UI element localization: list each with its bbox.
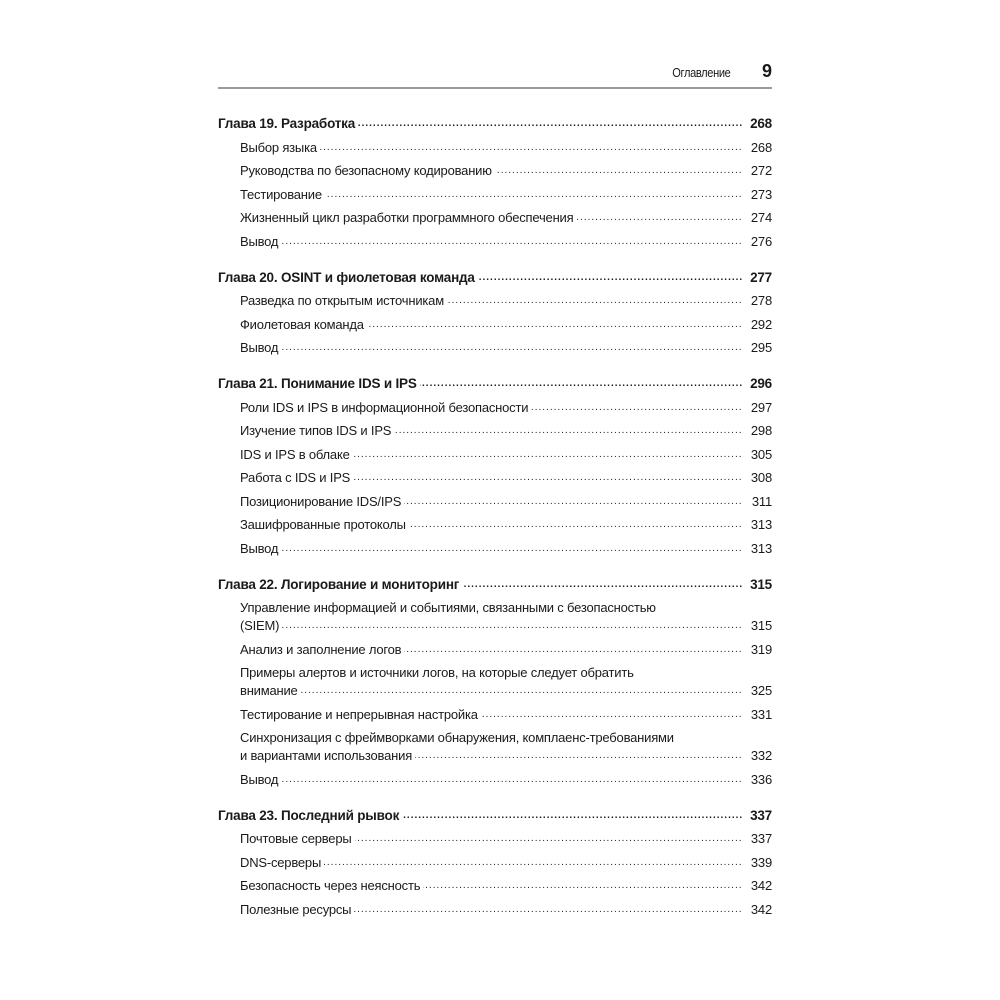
entry-title: Выбор языка <box>240 140 320 155</box>
entry-title: Вывод <box>240 541 281 556</box>
toc-chapter[interactable] <box>218 807 772 825</box>
entry-title: IDS и IPS в облаке <box>240 447 353 462</box>
toc-item[interactable] <box>240 399 772 417</box>
toc-chapter[interactable] <box>218 269 772 287</box>
table-of-contents <box>218 115 772 919</box>
entry-page: 336 <box>750 771 772 787</box>
toc-item[interactable] <box>240 830 772 848</box>
entry-title: Почтовые серверы <box>240 831 355 846</box>
toc-item[interactable] <box>240 186 772 204</box>
toc-item[interactable] <box>240 493 772 511</box>
toc-item[interactable] <box>240 292 772 310</box>
toc-item[interactable] <box>240 540 772 558</box>
toc-item[interactable] <box>240 469 772 487</box>
entry-title: Позиционирование IDS/IPS <box>240 494 404 509</box>
page-number: 9 <box>761 61 772 81</box>
entry-title: Изучение типов IDS и IPS <box>240 423 394 438</box>
toc-item[interactable] <box>240 422 772 440</box>
entry-page: 273 <box>750 186 772 202</box>
toc-item[interactable] <box>240 706 772 724</box>
entry-title: Глава 21. Понимание IDS и IPS <box>218 376 420 391</box>
entry-title: Зашифрованные протоколы <box>240 517 409 532</box>
entry-title: Руководства по безопасному кодированию <box>240 163 495 178</box>
entry-page: 296 <box>750 376 772 391</box>
dot-leader <box>240 339 742 357</box>
toc-item[interactable] <box>240 233 772 251</box>
entry-page: 325 <box>750 683 772 698</box>
toc-item[interactable] <box>240 729 772 765</box>
toc-item[interactable] <box>240 877 772 895</box>
toc-item[interactable] <box>240 516 772 534</box>
toc-item[interactable] <box>240 339 772 357</box>
dot-leader <box>240 771 742 789</box>
entry-title: Глава 22. Логирование и мониторинг <box>218 577 462 592</box>
entry-page: 305 <box>750 446 772 462</box>
entry-page: 297 <box>750 399 772 415</box>
toc-chapter[interactable] <box>218 115 772 133</box>
entry-title: Глава 23. Последний рывок <box>218 808 402 823</box>
entry-page: 292 <box>750 316 772 332</box>
entry-title: Вывод <box>240 772 281 787</box>
toc-item[interactable] <box>240 599 772 635</box>
entry-page: 276 <box>750 233 772 249</box>
toc-item[interactable] <box>240 854 772 872</box>
toc-item[interactable] <box>240 664 772 700</box>
entry-title: Глава 20. OSINT и фиолетовая команда <box>218 270 478 285</box>
entry-page: 342 <box>750 901 772 917</box>
entry-title: Управление информацией и событиями, связанными с безопасностью (SIEM) <box>240 600 656 633</box>
toc-item[interactable] <box>240 771 772 789</box>
entry-title: Вывод <box>240 234 281 249</box>
entry-page: 315 <box>750 576 772 592</box>
entry-title: Тестирование и непрерывная настройка <box>240 707 481 722</box>
entry-title: Вывод <box>240 340 281 355</box>
entry-title: Глава 19. Разработка <box>218 116 358 131</box>
dot-leader <box>240 682 742 700</box>
entry-title: Жизненный цикл разработки программного обеспечения <box>240 210 576 225</box>
entry-title: Анализ и заполнение логов <box>240 642 404 657</box>
dot-leader <box>240 233 742 251</box>
toc-chapter[interactable] <box>218 375 772 393</box>
toc-item[interactable] <box>240 641 772 659</box>
dot-leader <box>240 540 742 558</box>
toc-item[interactable] <box>240 446 772 464</box>
entry-page: 313 <box>750 517 772 532</box>
toc-item[interactable] <box>240 316 772 334</box>
entry-page: 319 <box>750 641 772 657</box>
toc-item[interactable] <box>240 139 772 157</box>
entry-title: Тестирование <box>240 187 325 202</box>
entry-page: 331 <box>750 706 772 722</box>
entry-page: 332 <box>750 748 772 763</box>
entry-page: 298 <box>750 423 772 438</box>
running-header <box>218 62 772 89</box>
entry-page: 313 <box>750 540 772 556</box>
entry-page: 295 <box>750 340 772 355</box>
entry-title: Работа с IDS и IPS <box>240 470 353 485</box>
entry-page: 342 <box>750 878 772 893</box>
entry-page: 339 <box>750 854 772 870</box>
entry-page: 278 <box>750 293 772 308</box>
entry-page: 337 <box>750 807 772 823</box>
toc-item[interactable] <box>240 209 772 227</box>
entry-title: Разведка по открытым источникам <box>240 293 447 308</box>
entry-title: Полезные ресурсы <box>240 902 354 917</box>
toc-item[interactable] <box>240 162 772 180</box>
entry-page: 277 <box>750 269 772 285</box>
entry-page: 315 <box>750 618 772 633</box>
running-header-title: Оглавление <box>671 65 730 80</box>
toc-chapter[interactable] <box>218 576 772 594</box>
entry-page: 311 <box>751 493 772 509</box>
entry-title: Синхронизация с фреймворками обнаружения, комплаенс-требованиями и вариантами использования <box>240 730 674 763</box>
entry-page: 268 <box>750 139 772 155</box>
entry-page: 274 <box>750 210 772 225</box>
entry-page: 337 <box>750 831 772 846</box>
entry-title: Роли IDS и IPS в информационной безопасности <box>240 400 531 415</box>
entry-title: Безопасность через неясность <box>240 878 423 893</box>
entry-page: 268 <box>750 116 772 131</box>
entry-title: Примеры алертов и источники логов, на которые следует обратить внимание <box>240 665 634 698</box>
entry-page: 272 <box>750 163 772 178</box>
entry-page: 308 <box>750 470 772 485</box>
toc-item[interactable] <box>240 901 772 919</box>
entry-title: Фиолетовая команда <box>240 317 367 332</box>
dot-leader <box>240 617 742 635</box>
entry-title: DNS-серверы <box>240 855 324 870</box>
